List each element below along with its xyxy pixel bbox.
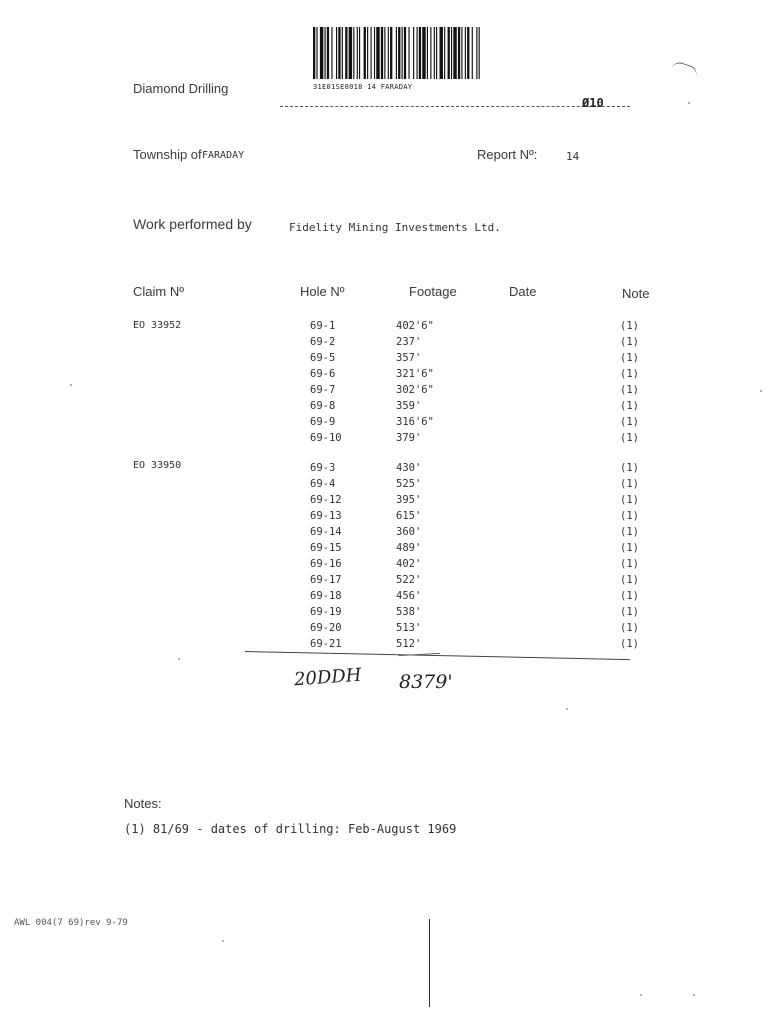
footage-value: 538' xyxy=(396,606,422,618)
claim-number: EO 33952 xyxy=(133,320,182,331)
table-row xyxy=(0,416,770,431)
table-row xyxy=(0,606,770,621)
scan-speck xyxy=(70,384,72,386)
note-ref: (1) xyxy=(620,638,639,650)
note-ref: (1) xyxy=(620,352,639,364)
table-row xyxy=(0,558,770,573)
hole-number: 69-6 xyxy=(310,368,336,380)
hole-number: 69-1 xyxy=(310,320,336,332)
note-ref: (1) xyxy=(620,320,639,332)
hole-number: 69-8 xyxy=(310,400,336,412)
note-item: (1) 81/69 - dates of drilling: Feb-August 1969 xyxy=(124,822,457,836)
note-ref: (1) xyxy=(620,432,639,444)
scan-speck xyxy=(566,708,568,710)
claim-number: EO 33950 xyxy=(133,460,182,471)
table-row xyxy=(0,462,770,477)
handwritten-hole-total: 20DDH xyxy=(293,664,363,691)
table-row xyxy=(0,542,770,557)
note-ref: (1) xyxy=(620,416,639,428)
note-ref: (1) xyxy=(620,542,639,554)
table-row xyxy=(0,432,770,447)
footage-value: 525' xyxy=(396,478,422,490)
note-ref: (1) xyxy=(620,558,639,570)
barcode-text: 31E01SE0018 14 FARADAY xyxy=(313,83,413,91)
hole-number: 69-10 xyxy=(310,432,342,444)
note-ref: (1) xyxy=(620,462,639,474)
footage-value: 615' xyxy=(396,510,422,522)
note-ref: (1) xyxy=(620,336,639,348)
hole-number: 69-15 xyxy=(310,542,342,554)
barcode-image xyxy=(313,27,531,85)
title-dashed-line xyxy=(280,106,630,107)
note-ref: (1) xyxy=(620,478,639,490)
hole-number: 69-14 xyxy=(310,526,342,538)
document-title: Diamond Drilling xyxy=(133,81,229,96)
corner-mark xyxy=(671,60,699,77)
footage-value: 513' xyxy=(396,622,422,634)
township-label: Township of xyxy=(133,147,202,162)
column-header-hole: Hole Nº xyxy=(300,284,345,299)
page-number: Ø10 xyxy=(582,96,604,110)
note-ref: (1) xyxy=(620,494,639,506)
column-header-note: Note xyxy=(622,286,650,301)
note-ref: (1) xyxy=(620,526,639,538)
table-row xyxy=(0,336,770,351)
footage-value: 360' xyxy=(396,526,422,538)
table-row xyxy=(0,478,770,493)
table-row xyxy=(0,352,770,367)
footage-value: 522' xyxy=(396,574,422,586)
table-row xyxy=(0,574,770,589)
footage-value: 402' xyxy=(396,558,422,570)
township-value: FARADAY xyxy=(202,150,245,161)
footage-value: 456' xyxy=(396,590,422,602)
hole-number: 69-4 xyxy=(310,478,336,490)
hole-number: 69-18 xyxy=(310,590,342,602)
report-label: Report Nº: xyxy=(477,147,538,162)
table-row xyxy=(0,638,770,653)
table-row xyxy=(0,400,770,415)
footage-value: 379' xyxy=(396,432,422,444)
handwritten-footage-total: 8379' xyxy=(399,671,453,693)
note-ref: (1) xyxy=(620,622,639,634)
footage-value: 321'6" xyxy=(396,368,434,380)
footage-value: 237' xyxy=(396,336,422,348)
footage-value: 512' xyxy=(396,638,422,650)
scan-speck xyxy=(178,658,180,660)
hole-number: 69-2 xyxy=(310,336,336,348)
note-ref: (1) xyxy=(620,590,639,602)
scan-speck xyxy=(760,390,762,392)
note-ref: (1) xyxy=(620,510,639,522)
table-row xyxy=(0,384,770,399)
form-code: AWL 004(7 69)rev 9-79 xyxy=(14,918,128,928)
note-ref: (1) xyxy=(620,384,639,396)
scan-speck xyxy=(640,994,642,996)
column-header-claim: Claim Nº xyxy=(133,284,184,299)
note-ref: (1) xyxy=(620,574,639,586)
table-row xyxy=(0,368,770,383)
report-value: 14 xyxy=(566,150,580,163)
hole-number: 69-5 xyxy=(310,352,336,364)
hole-number: 69-13 xyxy=(310,510,342,522)
hole-number: 69-12 xyxy=(310,494,342,506)
column-header-footage: Footage xyxy=(409,284,457,299)
footage-value: 302'6" xyxy=(396,384,434,396)
footage-value: 359' xyxy=(396,400,422,412)
table-row xyxy=(0,320,770,335)
notes-label: Notes: xyxy=(124,796,162,811)
work-performed-value: Fidelity Mining Investments Ltd. xyxy=(289,221,501,234)
footage-value: 395' xyxy=(396,494,422,506)
note-ref: (1) xyxy=(620,368,639,380)
hole-number: 69-3 xyxy=(310,462,336,474)
footage-value: 316'6" xyxy=(396,416,434,428)
scan-speck xyxy=(222,940,224,942)
table-row xyxy=(0,590,770,605)
hole-number: 69-21 xyxy=(310,638,342,650)
work-performed-label: Work performed by xyxy=(133,216,252,232)
hole-number: 69-9 xyxy=(310,416,336,428)
hole-number: 69-16 xyxy=(310,558,342,570)
note-ref: (1) xyxy=(620,606,639,618)
column-header-date: Date xyxy=(509,284,537,299)
table-row xyxy=(0,494,770,509)
footage-value: 489' xyxy=(396,542,422,554)
table-row xyxy=(0,526,770,541)
fold-line xyxy=(429,919,430,1007)
hole-number: 69-19 xyxy=(310,606,342,618)
footage-value: 402'6" xyxy=(396,320,434,332)
table-row xyxy=(0,510,770,525)
table-row xyxy=(0,622,770,637)
hole-number: 69-17 xyxy=(310,574,342,586)
footage-value: 430' xyxy=(396,462,422,474)
scan-speck xyxy=(693,994,695,996)
footage-value: 357' xyxy=(396,352,422,364)
hole-number: 69-7 xyxy=(310,384,336,396)
note-ref: (1) xyxy=(620,400,639,412)
hole-number: 69-20 xyxy=(310,622,342,634)
scan-speck xyxy=(688,102,690,104)
